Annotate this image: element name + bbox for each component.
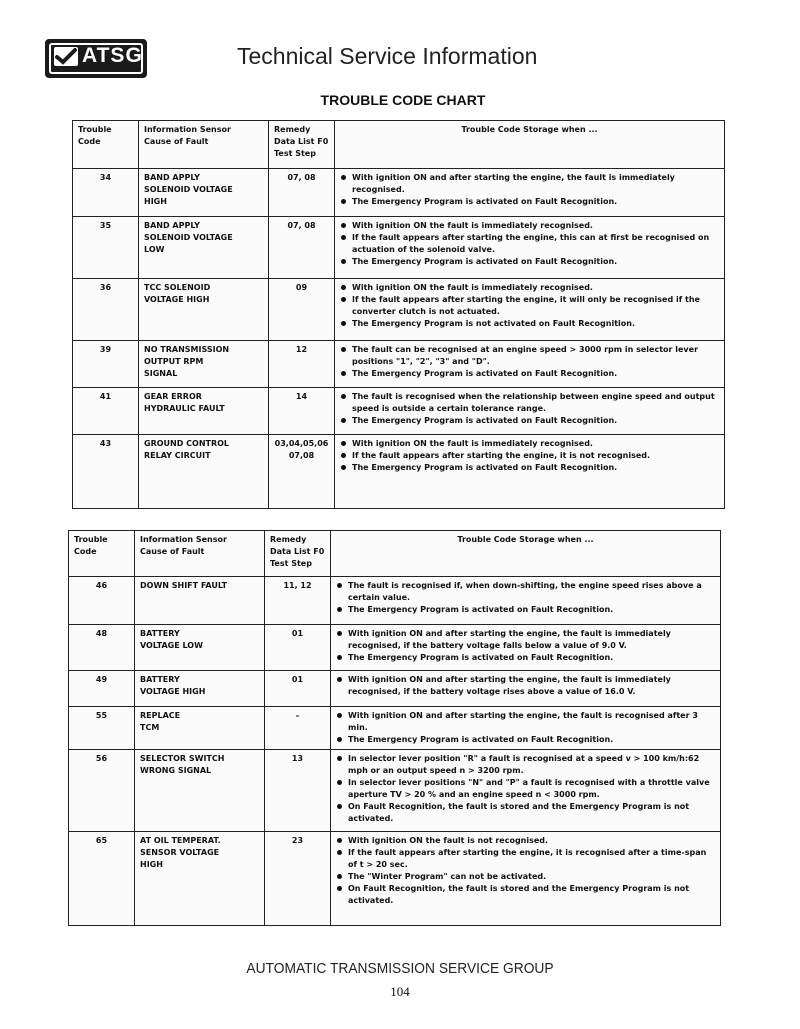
condition-list — [336, 753, 715, 825]
table-row — [73, 217, 725, 279]
condition-item: With ignition ON the fault is immediately recognised. — [340, 220, 719, 232]
storage-conditions — [331, 750, 721, 832]
condition-item: The "Winter Program" can not be activated. — [336, 871, 715, 883]
information-sensor — [139, 169, 269, 217]
condition-list — [336, 674, 715, 698]
trouble-code: 41 — [73, 388, 139, 435]
storage-conditions — [335, 279, 725, 341]
condition-list — [340, 391, 719, 427]
trouble-code: 56 — [69, 750, 135, 832]
storage-conditions — [335, 169, 725, 217]
header-sensor-line: Information Sensor — [140, 535, 227, 544]
table-row — [73, 388, 725, 435]
remedy-test-step: 11, 12 — [265, 577, 331, 625]
storage-conditions — [331, 577, 721, 625]
trouble-code: 46 — [69, 577, 135, 625]
condition-item: If the fault appears after starting the engine, it is not recognised. — [340, 450, 719, 462]
information-sensor — [139, 388, 269, 435]
condition-item: With ignition ON and after starting the engine, the fault is immediately recognised, if the battery voltage falls below a value of 9.0 V. — [336, 628, 715, 652]
trouble-code: 36 — [73, 279, 139, 341]
condition-item: The fault is recognised if, when down-shifting, the engine speed rises above a certain value. — [336, 580, 715, 604]
sensor-line: WRONG SIGNAL — [140, 766, 212, 775]
storage-conditions — [335, 435, 725, 509]
table-row — [69, 750, 721, 832]
trouble-code-table-2 — [68, 530, 721, 926]
condition-item: In selector lever positions "N" and "P" a fault is recognised with a throttle valve aperture TV > 20 % and an engine speed n < 3000 rpm. — [336, 777, 715, 801]
header-sensor-line: Cause of Fault — [140, 547, 205, 556]
chart-title-text: TROUBLE CODE CHART — [320, 92, 486, 108]
remedy-test-step: 01 — [265, 671, 331, 707]
condition-list — [340, 220, 719, 268]
sensor-line: DOWN SHIFT FAULT — [140, 581, 228, 590]
header-remedy-line: Test Step — [270, 559, 312, 568]
table-row — [73, 435, 725, 509]
trouble-code: 48 — [69, 625, 135, 671]
condition-item: The Emergency Program is activated on Fault Recognition. — [336, 604, 715, 616]
header-remedy — [269, 121, 335, 169]
sensor-line: SELECTOR SWITCH — [140, 754, 225, 763]
condition-item: The Emergency Program is not activated on Fault Recognition. — [340, 318, 719, 330]
information-sensor — [135, 625, 265, 671]
chart-title — [0, 92, 800, 108]
condition-item: With ignition ON the fault is immediately recognised. — [340, 282, 719, 294]
sensor-line: SOLENOID VOLTAGE — [144, 233, 233, 242]
condition-item: With ignition ON and after starting the engine, the fault is immediately recognised, if the battery voltage rises above a value of 16.0 V. — [336, 674, 715, 698]
condition-item: With ignition ON and after starting the engine, the fault is recognised after 3 min. — [336, 710, 715, 734]
remedy-test-step: 12 — [269, 341, 335, 388]
condition-item: The Emergency Program is activated on Fault Recognition. — [340, 368, 719, 380]
header-code-line: Code — [74, 547, 97, 556]
atsg-logo — [45, 39, 147, 78]
condition-item: The Emergency Program is activated on Fault Recognition. — [336, 652, 715, 664]
information-sensor — [135, 671, 265, 707]
condition-item: On Fault Recognition, the fault is stored and the Emergency Program is not activated. — [336, 883, 715, 907]
sensor-line: OUTPUT RPM — [144, 357, 204, 366]
table-row — [69, 577, 721, 625]
storage-conditions — [331, 671, 721, 707]
header-storage: Trouble Code Storage when ... — [331, 531, 721, 577]
remedy-test-step: 01 — [265, 625, 331, 671]
storage-conditions — [331, 707, 721, 750]
table-row — [69, 707, 721, 750]
sensor-line: HIGH — [140, 860, 163, 869]
condition-item: If the fault appears after starting the engine, it is recognised after a time-span of t > 20 sec. — [336, 847, 715, 871]
trouble-code: 49 — [69, 671, 135, 707]
condition-item: With ignition ON the fault is not recognised. — [336, 835, 715, 847]
remedy-test-step: 13 — [265, 750, 331, 832]
header-code-line: Code — [78, 137, 101, 146]
header-information-sensor — [139, 121, 269, 169]
header-storage: Trouble Code Storage when ... — [335, 121, 725, 169]
condition-item: In selector lever position "R" a fault is recognised at a speed v > 100 km/h:62 mph or an output speed n > 3200 rpm. — [336, 753, 715, 777]
information-sensor — [135, 832, 265, 926]
condition-list — [336, 835, 715, 907]
header-remedy — [265, 531, 331, 577]
information-sensor — [139, 341, 269, 388]
footer-organization: AUTOMATIC TRANSMISSION SERVICE GROUP — [246, 960, 554, 977]
condition-item: The fault is recognised when the relationship between engine speed and output speed is outside a certain tolerance range. — [340, 391, 719, 415]
information-sensor — [135, 577, 265, 625]
table-header-row — [69, 531, 721, 577]
header-code-line: Trouble — [78, 125, 112, 134]
storage-conditions — [331, 832, 721, 926]
table-row — [69, 625, 721, 671]
sensor-line: BATTERY — [140, 675, 180, 684]
sensor-line: BAND APPLY — [144, 221, 200, 230]
header-remedy-line: Data List F0 — [270, 547, 325, 556]
trouble-code: 39 — [73, 341, 139, 388]
sensor-line: SENSOR VOLTAGE — [140, 848, 220, 857]
information-sensor — [139, 435, 269, 509]
sensor-line: HIGH — [144, 197, 167, 206]
sensor-line: NO TRANSMISSION — [144, 345, 230, 354]
condition-list — [340, 172, 719, 208]
storage-conditions — [335, 341, 725, 388]
header-remedy-line: Test Step — [274, 149, 316, 158]
sensor-line: TCM — [140, 723, 160, 732]
condition-item: The Emergency Program is activated on Fault Recognition. — [340, 256, 719, 268]
condition-list — [340, 344, 719, 380]
page-title: Technical Service Information — [237, 43, 538, 69]
sensor-line: LOW — [144, 245, 165, 254]
trouble-code: 43 — [73, 435, 139, 509]
information-sensor — [139, 217, 269, 279]
table-row — [69, 832, 721, 926]
checkmark-icon — [54, 47, 78, 66]
sensor-line: VOLTAGE HIGH — [140, 687, 206, 696]
information-sensor — [139, 279, 269, 341]
sensor-line: SOLENOID VOLTAGE — [144, 185, 233, 194]
information-sensor — [135, 707, 265, 750]
remedy-test-step: 23 — [265, 832, 331, 926]
condition-item: With ignition ON the fault is immediately recognised. — [340, 438, 719, 450]
trouble-code: 65 — [69, 832, 135, 926]
sensor-line: SIGNAL — [144, 369, 178, 378]
condition-list — [336, 580, 715, 616]
header-trouble-code — [73, 121, 139, 169]
sensor-line: VOLTAGE HIGH — [144, 295, 210, 304]
remedy-test-step: 14 — [269, 388, 335, 435]
remedy-test-step: – — [265, 707, 331, 750]
sensor-line: REPLACE — [140, 711, 181, 720]
table-row — [73, 169, 725, 217]
sensor-line: AT OIL TEMPERAT. — [140, 836, 221, 845]
storage-conditions — [335, 217, 725, 279]
information-sensor — [135, 750, 265, 832]
trouble-code-table-1 — [72, 120, 725, 509]
sensor-line: TCC SOLENOID — [144, 283, 211, 292]
logo-text: ATSG — [82, 44, 143, 67]
condition-item: On Fault Recognition, the fault is stored and the Emergency Program is not activated. — [336, 801, 715, 825]
sensor-line: GROUND CONTROL — [144, 439, 230, 448]
condition-list — [340, 438, 719, 474]
trouble-code: 35 — [73, 217, 139, 279]
header-sensor-line: Cause of Fault — [144, 137, 209, 146]
remedy-test-step: 03,04,05,06 07,08 — [269, 435, 335, 509]
trouble-code: 34 — [73, 169, 139, 217]
condition-item: If the fault appears after starting the engine, it will only be recognised if the converter clutch is not actuated. — [340, 294, 719, 318]
header-sensor-line: Information Sensor — [144, 125, 231, 134]
sensor-line: HYDRAULIC FAULT — [144, 404, 225, 413]
condition-item: The Emergency Program is activated on Fault Recognition. — [340, 415, 719, 427]
condition-item: The Emergency Program is activated on Fault Recognition. — [340, 196, 719, 208]
header-information-sensor — [135, 531, 265, 577]
header-remedy-line: Remedy — [270, 535, 307, 544]
table-row — [73, 341, 725, 388]
table-row — [73, 279, 725, 341]
page-number: 104 — [390, 984, 410, 999]
condition-list — [336, 710, 715, 746]
storage-conditions — [335, 388, 725, 435]
sensor-line: BAND APPLY — [144, 173, 200, 182]
sensor-line: VOLTAGE LOW — [140, 641, 203, 650]
condition-item: The Emergency Program is activated on Fault Recognition. — [336, 734, 715, 746]
header-remedy-line: Data List F0 — [274, 137, 329, 146]
condition-item: If the fault appears after starting the engine, this can at first be recognised on actuation of the solenoid valve. — [340, 232, 719, 256]
condition-list — [340, 282, 719, 330]
sensor-line: GEAR ERROR — [144, 392, 202, 401]
sensor-line: RELAY CIRCUIT — [144, 451, 211, 460]
trouble-code: 55 — [69, 707, 135, 750]
storage-conditions — [331, 625, 721, 671]
header-code-line: Trouble — [74, 535, 108, 544]
sensor-line: BATTERY — [140, 629, 180, 638]
table-header-row — [73, 121, 725, 169]
table-row — [69, 671, 721, 707]
condition-item: The fault can be recognised at an engine speed > 3000 rpm in selector lever positions "1", "2", "3" and "D". — [340, 344, 719, 368]
condition-item: The Emergency Program is activated on Fault Recognition. — [340, 462, 719, 474]
header-remedy-line: Remedy — [274, 125, 311, 134]
header-trouble-code — [69, 531, 135, 577]
remedy-test-step: 07, 08 — [269, 217, 335, 279]
remedy-test-step: 07, 08 — [269, 169, 335, 217]
remedy-test-step: 09 — [269, 279, 335, 341]
condition-list — [336, 628, 715, 664]
condition-item: With ignition ON and after starting the engine, the fault is immediately recognised. — [340, 172, 719, 196]
